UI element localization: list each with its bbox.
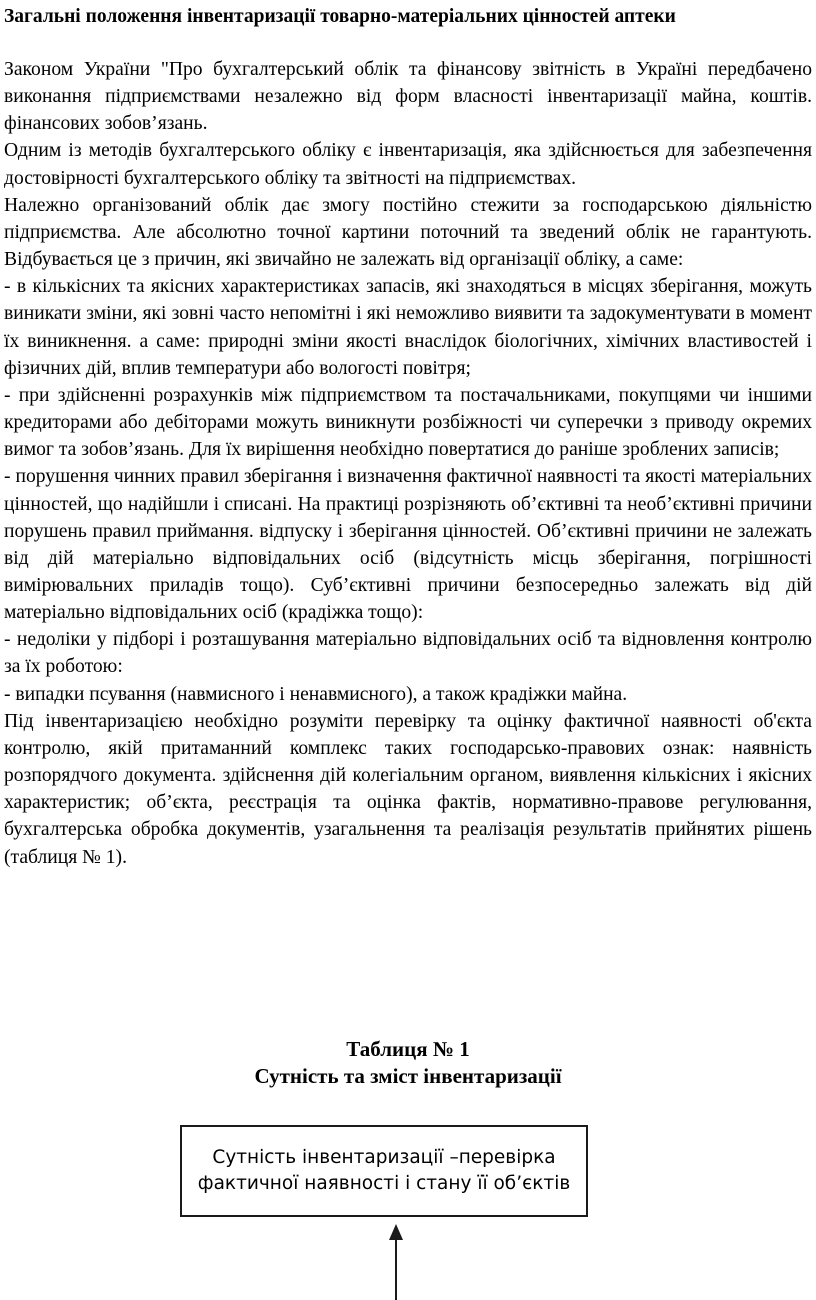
table-heading	[0, 1036, 816, 1090]
paragraph-law-intro: Законом України "Про бухгалтерський облік та фінансову звітність в Україні передбачено виконання підприємствами незалежно від форм власності інвентаризації майна, коштів. фінансових зобов’язань.	[4, 59, 812, 135]
document-title: Загальні положення інвентаризації товарно-матеріальних цінностей аптеки	[4, 6, 676, 27]
table-caption: Сутність та зміст інвентаризації	[254, 1064, 562, 1088]
paragraph-inventory-method: Одним із методів бухгалтерського обліку є інвентаризація, яка здійснюється для забезпечення достовірності бухгалтерського обліку та звітності на підприємствах.	[4, 140, 812, 189]
table-number: Таблиця № 1	[346, 1037, 470, 1061]
paragraph-reason-storage-violations: - порушення чинних правил зберігання і визначення фактичної наявності та якості матеріальних цінностей, що надійшли і списані. На практиці розрізняють об’єктивні та необ’єктивні причини порушень правил приймання. відпуску і зберігання цінностей. Об’єктивні причини не залежать від дій матеріально відповідальних осіб (відсутність місць зберігання, погрішності вимірювальних приладів тощо). Суб’єктивні причини безпосередньо залежать від дій матеріально відповідальних осіб (крадіжка тощо):	[4, 466, 812, 624]
paragraph-reason-spoilage-theft: - випадки псування (навмисного і ненавмисного), а також крадіжки майна.	[4, 683, 628, 705]
paragraph-reason-staff-selection: - недоліки у підборі і розташування матеріально відповідальних осіб та відновлення контролю за їх роботою:	[4, 629, 812, 678]
document-body	[4, 56, 812, 871]
paragraph-reason-settlements: - при здійсненні розрахунків між підприємством та постачальниками, покупцями чи іншими кредиторами або дебіторами можуть виникнути розбіжності чи суперечки з приводу окремих вимог та зобов’язань. Для їх вирішення необхідно повертатися до раніше зроблених записів;	[4, 384, 812, 461]
diagram-essence-box: Сутність інвентаризації –перевірка фактичної наявності і стану її об’єктів	[180, 1125, 588, 1217]
paragraph-reason-quality-changes: - в кількісних та якісних характеристиках запасів, які знаходяться в місцях зберігання, можуть виникати зміни, які зовні часто непомітні і які неможливо виявити та задокументувати в момент їх виникнення. а саме: природні зміни якості внаслідок біологічних, хімічних властивостей і фізичних дій, вплив температури або вологості повітря;	[4, 276, 812, 379]
arrow-head	[389, 1224, 403, 1240]
paragraph-inventory-definition: Під інвентаризацією необхідно розуміти перевірку та оцінку фактичної наявності об'єкта контролю, якій притаманний комплекс таких господарсько-правових ознак: наявність розпорядчого документа. здійснення дій колегіальним органом, виявлення кількісних і якісних характеристик; об’єкта, реєстрація та оцінка фактів, нормативно-правове регулювання, бухгалтерська обробка документів, узагальнення та реалізація результатів прийнятих рішень (таблиця № 1).	[4, 710, 812, 868]
paragraph-accounting-reasons: Належно організований облік дає змогу постійно стежити за господарською діяльністю підприємства. Але абсолютно точної картини поточний та зведений облік не гарантують. Відбувається це з причин, які звичайно не залежать від організації обліку, а саме:	[4, 194, 812, 271]
arrow-up-icon	[384, 1224, 408, 1300]
